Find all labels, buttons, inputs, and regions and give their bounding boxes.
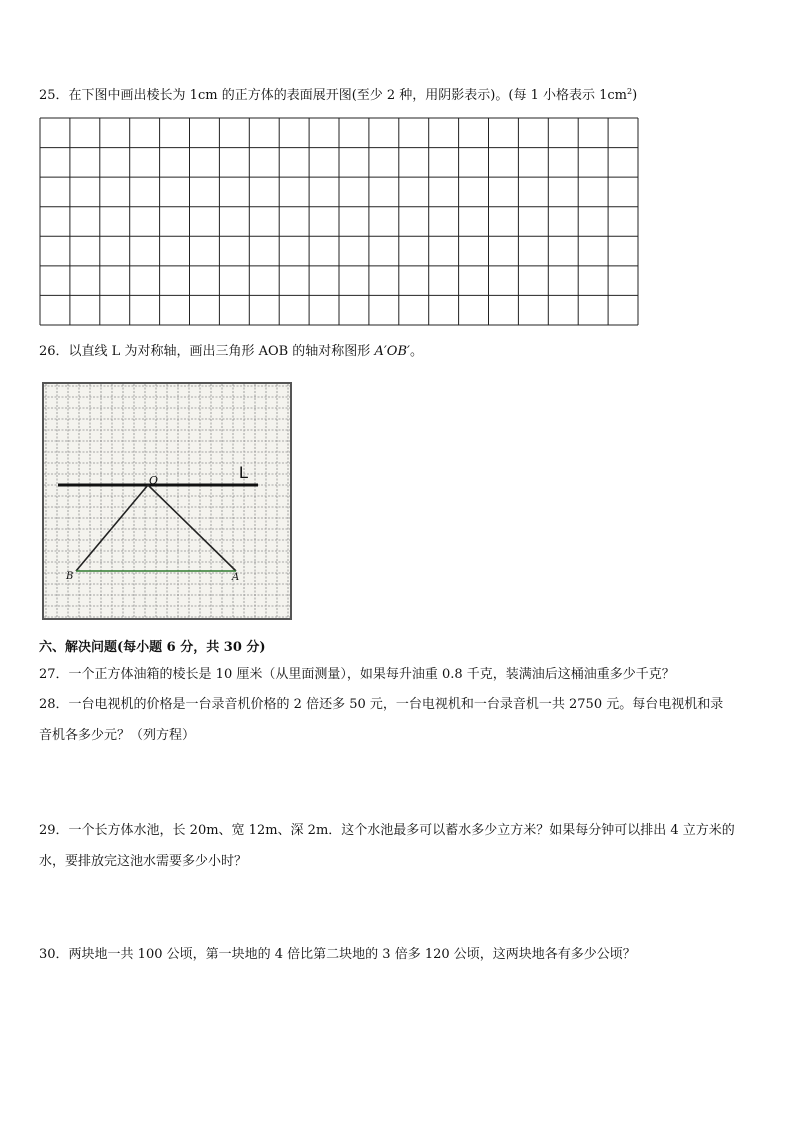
shape-name: A′OB′ [374,344,410,359]
question-28-line-2: 音机各多少元？（列方程） [39,728,196,743]
question-26-number: 26． [39,344,69,359]
superscript-2: 2 [627,87,633,96]
section-title: 六、解决问题(每小题 6 分，共 30 分) [39,640,266,655]
square-grid [39,117,639,326]
question-29-line-2: 水，要排放完这池水需要多少小时？ [39,854,248,869]
point-b-label: B [66,571,74,582]
question-25 [39,83,637,105]
question-27: 27．一个正方体油箱的棱长是 10 厘米（从里面测量），如果每升油重 0.8 千克，装满油后这桶油重多少千克？ [39,667,675,682]
question-25-text: 在下图中画出棱长为 1cm 的正方体的表面展开图(至少 2 种，用阴影表示)。(每 1 小格表示 1cm [68,88,627,103]
axis-label: L [239,463,249,482]
point-a-label: A [232,572,240,583]
symmetry-figure [42,382,292,620]
question-25-close: ) [632,88,638,103]
point-o-label: O [149,474,159,487]
question-25-number: 25． [39,88,69,103]
question-29-line-1: 29．一个长方体水池，长 20m、宽 12m、深 2m．这个水池最多可以蓄水多少立方米？如果每分钟可以排出 4 立方米的 [39,823,735,838]
question-26-text: 以直线 L 为对称轴，画出三角形 AOB 的轴对称图形 [68,344,375,359]
question-26 [39,343,423,361]
question-26-end: 。 [409,344,423,359]
question-28-line-1: 28．一台电视机的价格是一台录音机价格的 2 倍还多 50 元，一台电视机和一台录音机一共 2750 元。每台电视机和录 [39,697,724,712]
question-30: 30．两块地一共 100 公顷，第一块地的 4 倍比第二块地的 3 倍多 120 公顷，这两块地各有多少公顷？ [39,947,636,962]
